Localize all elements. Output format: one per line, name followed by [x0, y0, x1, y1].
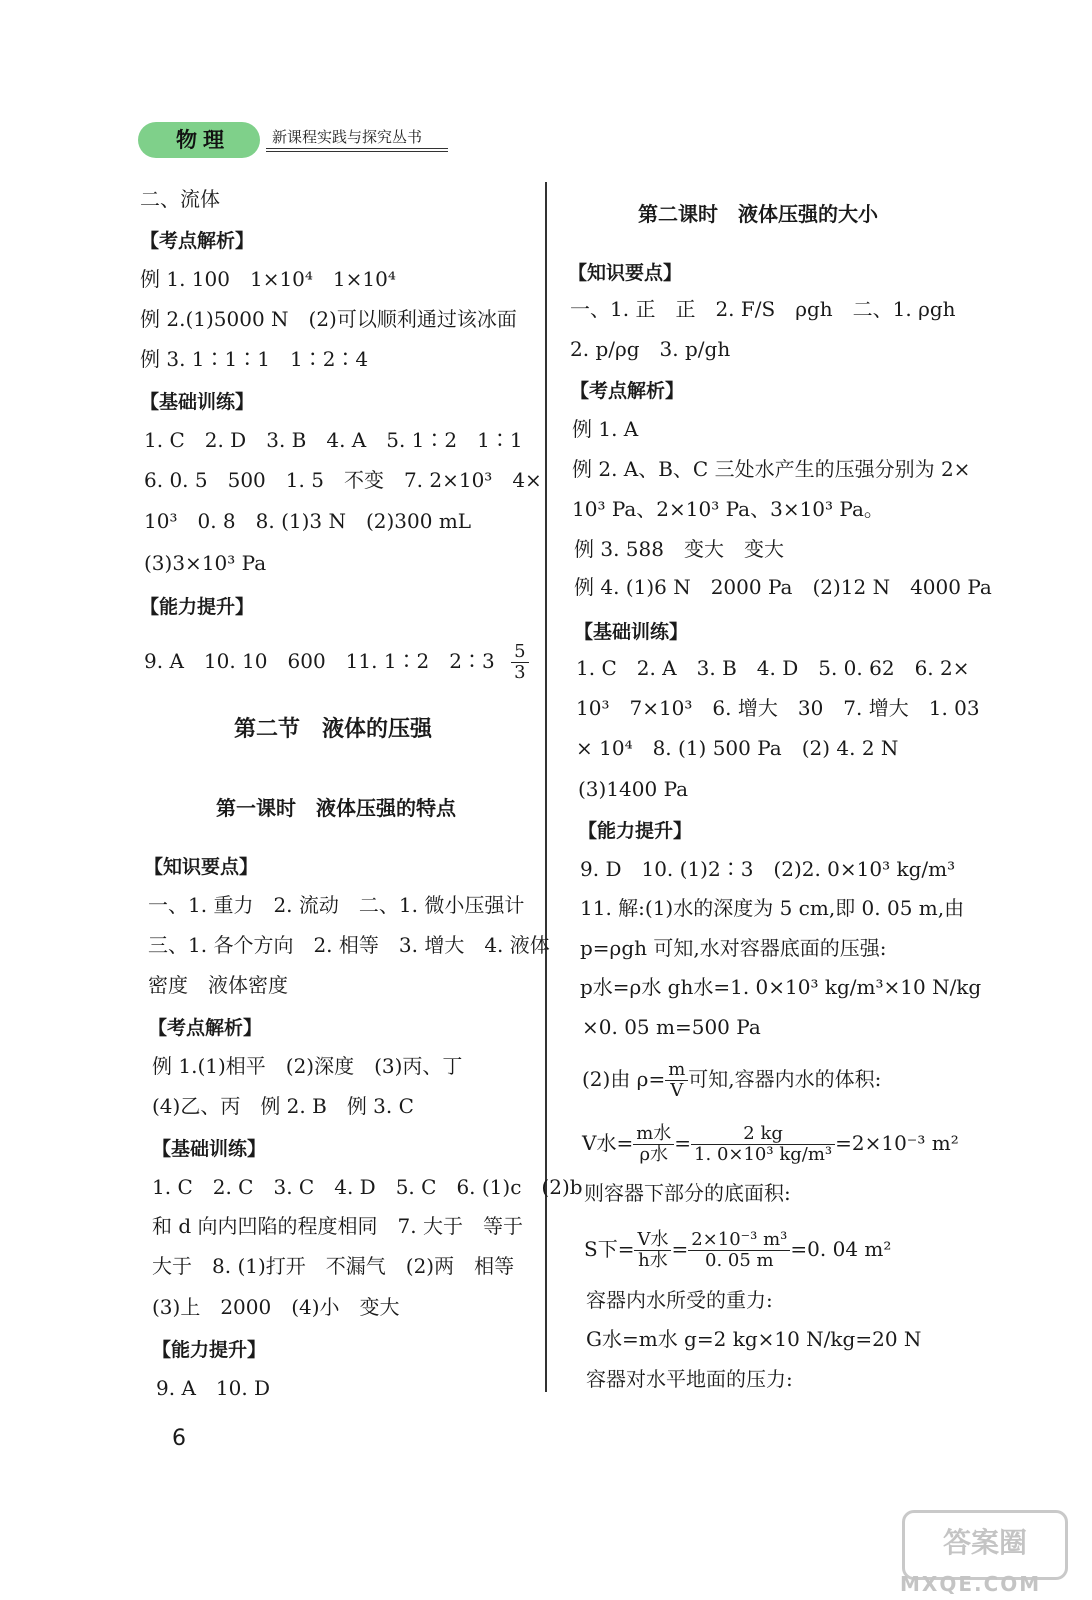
left-line: 密度 液体密度: [148, 973, 288, 997]
formula-text: =2×10⁻³ m²: [835, 1131, 959, 1155]
left-line: 10³ 0. 8 8. (1)3 N (2)300 mL: [144, 509, 472, 533]
left-line: (3)上 2000 (4)小 变大: [152, 1295, 400, 1319]
right-line: 10³ Pa、2×10³ Pa、3×10³ Pa。: [572, 497, 884, 521]
right-formula-line: [582, 1124, 959, 1165]
left-line: 9. A 10. D: [156, 1376, 271, 1400]
left-line-text: 9. A 10. 10 600 11. 1∶2 2∶3: [144, 649, 495, 673]
right-line: 例 1. A: [572, 417, 639, 441]
right-line: 2. p/ρg 3. p/gh: [570, 337, 731, 361]
right-line: p水=ρ水 gh水=1. 0×10³ kg/m³×10 N/kg: [580, 975, 982, 999]
right-formula-line: [582, 1060, 881, 1101]
left-section-label: 【考点解析】: [148, 1017, 263, 1039]
fraction: [688, 1230, 790, 1271]
fraction-numerator: m水: [633, 1124, 674, 1145]
fraction-numerator: 2×10⁻³ m³: [688, 1230, 790, 1251]
right-line: 容器对水平地面的压力:: [586, 1367, 793, 1391]
header-subject: 物理: [176, 128, 230, 152]
left-line: 三、1. 各个方向 2. 相等 3. 增大 4. 液体: [148, 933, 550, 957]
left-line: 一、1. 重力 2. 流动 二、1. 微小压强计: [148, 893, 525, 917]
left-section-label: 【能力提升】: [152, 1339, 267, 1361]
left-section-label: 【考点解析】: [140, 230, 255, 252]
right-line: 一、1. 正 正 2. F/S ρgh 二、1. ρgh: [570, 297, 956, 321]
page-number: 6: [172, 1426, 186, 1451]
fraction-numerator: 5: [511, 642, 528, 663]
right-line: (3)1400 Pa: [578, 777, 689, 801]
fraction-denominator: ρ水: [639, 1144, 669, 1165]
right-line: ×0. 05 m=500 Pa: [582, 1015, 761, 1039]
right-section-label: 【知识要点】: [568, 262, 683, 284]
right-line: 10³ 7×10³ 6. 增大 30 7. 增大 1. 03: [576, 696, 980, 720]
fraction: [633, 1124, 674, 1165]
left-line: 大于 8. (1)打开 不漏气 (2)两 相等: [152, 1254, 515, 1278]
left-line: 例 1.(1)相平 (2)深度 (3)丙、丁: [152, 1054, 463, 1078]
fraction-denominator: h水: [638, 1250, 668, 1271]
left-line: 例 2.(1)5000 N (2)可以顺利通过该冰面: [140, 307, 517, 331]
fraction-numerator: m: [665, 1060, 688, 1081]
fraction-denominator: V: [670, 1080, 684, 1101]
right-formula-line: [584, 1230, 891, 1271]
fraction: [511, 642, 528, 683]
header-series-title: 新课程实践与探究丛书: [272, 128, 423, 146]
right-line: 9. D 10. (1)2∶3 (2)2. 0×10³ kg/m³: [580, 857, 956, 881]
right-line: 11. 解:(1)水的深度为 5 cm,即 0. 05 m,由: [580, 896, 965, 920]
fraction-numerator: V水: [634, 1230, 671, 1251]
left-line: 和 d 向内凹陷的程度相同 7. 大于 等于: [152, 1214, 523, 1238]
left-line: 1. C 2. C 3. C 4. D 5. C 6. (1)c (2)b: [152, 1175, 583, 1199]
formula-text: 可知,容器内水的体积:: [688, 1067, 882, 1091]
fraction-denominator: 3: [514, 662, 526, 683]
left-line: (4)乙、丙 例 2. B 例 3. C: [152, 1094, 414, 1118]
formula-text: (2)由 ρ=: [582, 1067, 666, 1091]
left-section-label: 【能力提升】: [140, 596, 255, 618]
formula-text: =: [671, 1237, 689, 1261]
right-line: × 10⁴ 8. (1) 500 Pa (2) 4. 2 N: [576, 736, 899, 760]
right-line: 例 2. A、B、C 三处水产生的压强分别为 2×: [572, 457, 971, 481]
left-line: 6. 0. 5 500 1. 5 不变 7. 2×10³ 4×: [144, 468, 542, 492]
header-rule: [266, 151, 448, 152]
watermark-logo: 答案圈: [902, 1510, 1068, 1580]
lesson-heading: 第二课时 液体压强的大小: [638, 202, 878, 226]
right-line: G水=m水 g=2 kg×10 N/kg=20 N: [586, 1327, 922, 1351]
left-line: 1. C 2. D 3. B 4. A 5. 1∶2 1∶1: [144, 428, 523, 452]
right-section-label: 【基础训练】: [574, 621, 689, 643]
right-line: 例 4. (1)6 N 2000 Pa (2)12 N 4000 Pa: [574, 575, 992, 599]
left-line: [144, 642, 529, 683]
left-section-label: 【知识要点】: [144, 856, 259, 878]
right-line: 则容器下部分的底面积:: [584, 1181, 791, 1205]
fraction-numerator: 2 kg: [691, 1124, 835, 1145]
fraction: [665, 1060, 688, 1101]
right-line: 容器内水所受的重力:: [586, 1288, 773, 1312]
right-line: 例 3. 588 变大 变大: [574, 537, 784, 561]
left-section-label: 【基础训练】: [152, 1138, 267, 1160]
watermark-url: MXQE.COM: [900, 1572, 1042, 1596]
fraction-denominator: 1. 0×10³ kg/m³: [694, 1144, 833, 1165]
left-line: 例 3. 1∶1∶1 1∶2∶4: [140, 347, 369, 371]
left-line: (3)3×10³ Pa: [144, 551, 267, 575]
right-line: 1. C 2. A 3. B 4. D 5. 0. 62 6. 2×: [576, 656, 970, 680]
left-section-label: 【基础训练】: [140, 391, 255, 413]
fraction: [634, 1230, 671, 1271]
right-section-label: 【能力提升】: [578, 820, 693, 842]
formula-text: V水=: [582, 1131, 634, 1155]
fraction-denominator: 0. 05 m: [705, 1250, 774, 1271]
formula-text: S下=: [584, 1237, 635, 1261]
right-section-label: 【考点解析】: [570, 380, 685, 402]
formula-text: =0. 04 m²: [790, 1237, 892, 1261]
section-heading: 第二节 液体的压强: [234, 717, 433, 742]
lesson-heading: 第一课时 液体压强的特点: [216, 796, 456, 820]
formula-text: =: [674, 1131, 692, 1155]
left-line: 例 1. 100 1×10⁴ 1×10⁴: [140, 267, 396, 291]
header-rule: [266, 148, 448, 149]
fraction: [691, 1124, 835, 1165]
column-divider: [545, 182, 547, 1392]
right-line: p=ρgh 可知,水对容器底面的压强:: [580, 936, 887, 960]
left-line: 二、流体: [140, 187, 220, 211]
